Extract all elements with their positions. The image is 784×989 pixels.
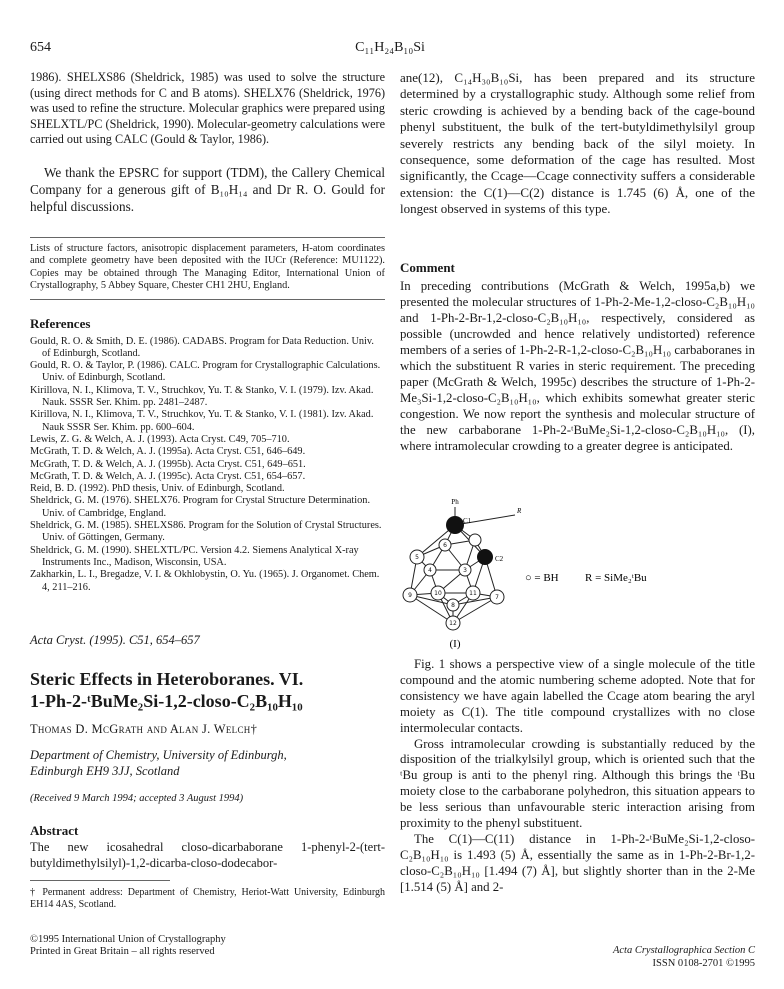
- reference-item: Kirillova, N. I., Klimova, T. V., Struchkov, Yu. T. & Stanko, V. I. (1979). Izv. Akad. Nauk. SSSR Ser. Khim. pp. 2481–2487.: [30, 384, 374, 409]
- footnote: † Permanent address: Department of Chemistry, Heriot-Watt University, Edinburgh EH14 4AS, Scotland.: [30, 887, 385, 910]
- right-column-lower: [400, 657, 755, 896]
- references-heading: References: [30, 315, 91, 331]
- vertex-number: 8: [451, 602, 455, 609]
- vertex-number: 10: [434, 590, 442, 597]
- comment-paragraph: In preceding contributions (McGrath & Welch, 1995a,b) we presented the molecular structures of 1-Ph-2-Me-1,2-closo-C₂B₁₀H₁₀ and 1-Ph-2-Br-1,2-closo-C₂B₁₀H₁₀, respectively, considered as possible (uncrowded and hence relatively undistorted) reference members of a series of 1-Ph-2-R-1,2-closo-C₂B₁₀H₁₀ carbaboranes in which the substituent R varies in steric requirement. The preceding paper (McGrath & Welch, 1995c) describes the structure of 1-Ph-2-Me₃Si-1,2-closo-C₂B₁₀H₁₀, which exhibits somewhat greater steric congestion. We now report the synthesis and molecular structure of the new carbaborane 1-Ph-2-ᵗBuMe₂Si-1,2-closo-C₂B₁₀H₁₀, (I), where intramolecular crowding to a greater degree is anticipated.: [400, 278, 755, 453]
- reference-item: Zakharkin, L. I., Bregadze, V. I. & Okhlobystin, O. Yu. (1965). J. Organomet. Chem. 4, 211–216.: [30, 569, 380, 593]
- article-title: [30, 668, 390, 712]
- vertex-number: 3: [463, 567, 467, 574]
- comment-heading: Comment: [400, 259, 455, 275]
- reference-item: Sheldrick, G. M. (1976). SHELX76. Program for Crystal Structure Determination. Univ. of Cambridge, England.: [30, 495, 371, 519]
- affiliation-line: Department of Chemistry, University of Edinburgh,: [30, 748, 287, 762]
- c1-label: C1: [463, 517, 472, 525]
- abstract-text: The new icosahedral closo-dicarbaborane 1-phenyl-2-(tert-butyldimethylsilyl)-1,2-dicarba-closo-dodecabor-: [30, 840, 385, 870]
- legend-r: R = SiMe₂ᵗBu: [585, 572, 647, 584]
- vertex-number: 6: [443, 542, 447, 549]
- compound-label: (I): [449, 638, 461, 650]
- received-dates: (Received 9 March 1994; accepted 3 August 1994): [30, 793, 244, 804]
- reference-item: Reid, B. D. (1992). PhD thesis, Univ. of Edinburgh, Scotland.: [30, 483, 285, 495]
- reference-item: Gould, R. O. & Smith, D. E. (1986). CADABS. Program for Data Reduction. Univ. of Edinburgh, Scotland.: [30, 335, 374, 359]
- c2-label: C2: [495, 555, 504, 563]
- vertex-number: 5: [415, 554, 419, 561]
- affiliation: [30, 748, 287, 779]
- methods-paragraph: 1986). SHELXS86 (Sheldrick, 1985) was used to solve the structure (using direct methods for C and B atoms). SHELX76 (Sheldrick, 1976) was used to refine the structure. Molecular graphics were prepared using SHELXTL/PC (Sheldrick, 1990). Molecular-geometry calculations were carried out using CALC (Gould & Taylor, 1986).: [30, 70, 385, 147]
- phenyl-label: Ph: [451, 498, 459, 506]
- reference-item: McGrath, T. D. & Welch, A. J. (1995a). Acta Cryst. C51, 646–649.: [30, 446, 306, 458]
- copyright-line: ©1995 International Union of Crystallography: [30, 934, 226, 945]
- carbon-atom-c2: [477, 549, 493, 565]
- acknowledgement-paragraph: We thank the EPSRC for support (TDM), the Callery Chemical Company for a generous gift of B₁₀H₁₄ and Dr R. O. Gould for helpful discussions.: [30, 164, 385, 214]
- vertex-number: 11: [469, 590, 477, 597]
- footer-issn: ISSN 0108-2701 ©1995: [652, 958, 755, 969]
- reference-item: Kirillova, N. I., Klimova, T. V., Struchkov, Yu. T. & Stanko, V. I. (1981). Izv. Akad. Nauk SSSR Ser. Khim. pp. 600–604.: [30, 409, 374, 433]
- affiliation-line: Edinburgh EH9 3JJ, Scotland: [30, 763, 180, 778]
- reference-item: McGrath, T. D. & Welch, A. J. (1995b). Acta Cryst. C51, 649–651.: [30, 458, 306, 470]
- icosahedron-diagram: [395, 495, 755, 650]
- compound-diagram: [395, 495, 755, 650]
- right-column: [400, 70, 755, 454]
- distance-paragraph: The C(1)—C(11) distance in 1-Ph-2-ᵗBuMe₂Si-1,2-closo-C₂B₁₀H₁₀ is 1.493 (5) Å, essentially the same as in 1-Ph-2-Br-1,2-closo-C₂B₁₀H₁₀ [1.494 (7) Å], but slightly shorter than in the 2-Me [1.514 (5) Å] and 2-: [400, 831, 755, 894]
- r-label: R: [517, 507, 522, 515]
- reference-item: Gould, R. O. & Taylor, P. (1986). CALC. Program for Crystallographic Calculations. Univ. of Edinburgh, Scotland.: [30, 360, 381, 384]
- reference-item: Lewis, Z. G. & Welch, A. J. (1993). Acta Cryst. C49, 705–710.: [30, 433, 290, 445]
- footnote-divider: [30, 880, 170, 881]
- vertex-number: 12: [449, 620, 457, 627]
- deposit-note: Lists of structure factors, anisotropic displacement parameters, H-atom coordinates and complete geometry have been deposited with the IUCr (Reference: MU1122). Copies may be obtained through The Managing Editor, International Union of Crystallography, 5 Abbey Square, Chester CH1 2HU, England.: [30, 242, 385, 292]
- running-head: C₁₁H₂₄B₁₀Si: [355, 40, 425, 55]
- vertex-number: 4: [428, 567, 432, 574]
- reference-item: Sheldrick, G. M. (1990). SHELXTL/PC. Version 4.2. Siemens Analytical X-ray Instruments Inc., Madison, Wisconsin, USA.: [30, 544, 359, 568]
- abstract-heading: Abstract: [30, 823, 79, 838]
- article-title-line: 1-Ph-2-ᵗBuMe₂Si-1,2-closo-C₂B₁₀H₁₀: [30, 691, 303, 711]
- reference-item: McGrath, T. D. & Welch, A. J. (1995c). Acta Cryst. C51, 654–657.: [30, 470, 306, 482]
- legend-bh: ○ = BH: [525, 572, 559, 584]
- journal-citation: Acta Cryst. (1995). C51, 654–657: [30, 633, 200, 647]
- reference-item: Sheldrick, G. M. (1985). SHELXS86. Program for the Solution of Crystal Structures. Univ. of Göttingen, Germany.: [30, 520, 382, 544]
- author-line: Thomas D. McGrath and Alan J. Welch†: [30, 722, 258, 736]
- left-column: [30, 70, 385, 594]
- divider: [30, 237, 385, 238]
- copyright-line: Printed in Great Britain – all rights reserved: [30, 946, 215, 957]
- footer-journal: Acta Crystallographica Section C: [612, 945, 755, 956]
- boron-vertices: [403, 534, 504, 630]
- copyright: [30, 934, 226, 958]
- figure-paragraph: Fig. 1 shows a perspective view of a single molecule of the title compound and the atomic numbering scheme adopted. Note that for consistency we have again labelled the Ccage atom bearing the aryl moiety as C(1). The title compound crystallizes with no close intermolecular contacts.: [400, 657, 755, 735]
- reference-list: [30, 336, 385, 594]
- vertex-number: 7: [495, 594, 499, 601]
- page-number: 654: [30, 40, 51, 55]
- vertex-number: 9: [408, 592, 412, 599]
- crowding-paragraph: Gross intramolecular crowding is substantially reduced by the disposition of the trialkylsilyl group, which is oriented such that the ᵗBu group is anti to the phenyl ring. Although this brings the ᵗBu moiety close to the carbaborane polyhedron, this situation appears to be less serious than unfavourable steric interaction arising from proximity to the phenyl substituent.: [400, 736, 755, 831]
- divider: [30, 299, 385, 300]
- article-title-line: Steric Effects in Heteroboranes. VI.: [30, 669, 304, 689]
- carbon-atom-c1: [446, 516, 464, 534]
- abstract-continued: ane(12), C₁₄H₃₀B₁₀Si, has been prepared and its structure determined by a crystallographic study. Although some relief from steric crowding is achieved by a bending back of the cage-bound phenyl substituent, the bulk of the tert-butyldimethylsilyl group severely restricts any bending back of the silyl moiety. In consequence, some deformation of the cage has resulted. Most significantly, the Ccage—Ccage connectivity suffers a considerable extension: the C(1)—C(2) distance is 1.745 (6) Å, one of the longest observed in systems of this type.: [400, 70, 755, 217]
